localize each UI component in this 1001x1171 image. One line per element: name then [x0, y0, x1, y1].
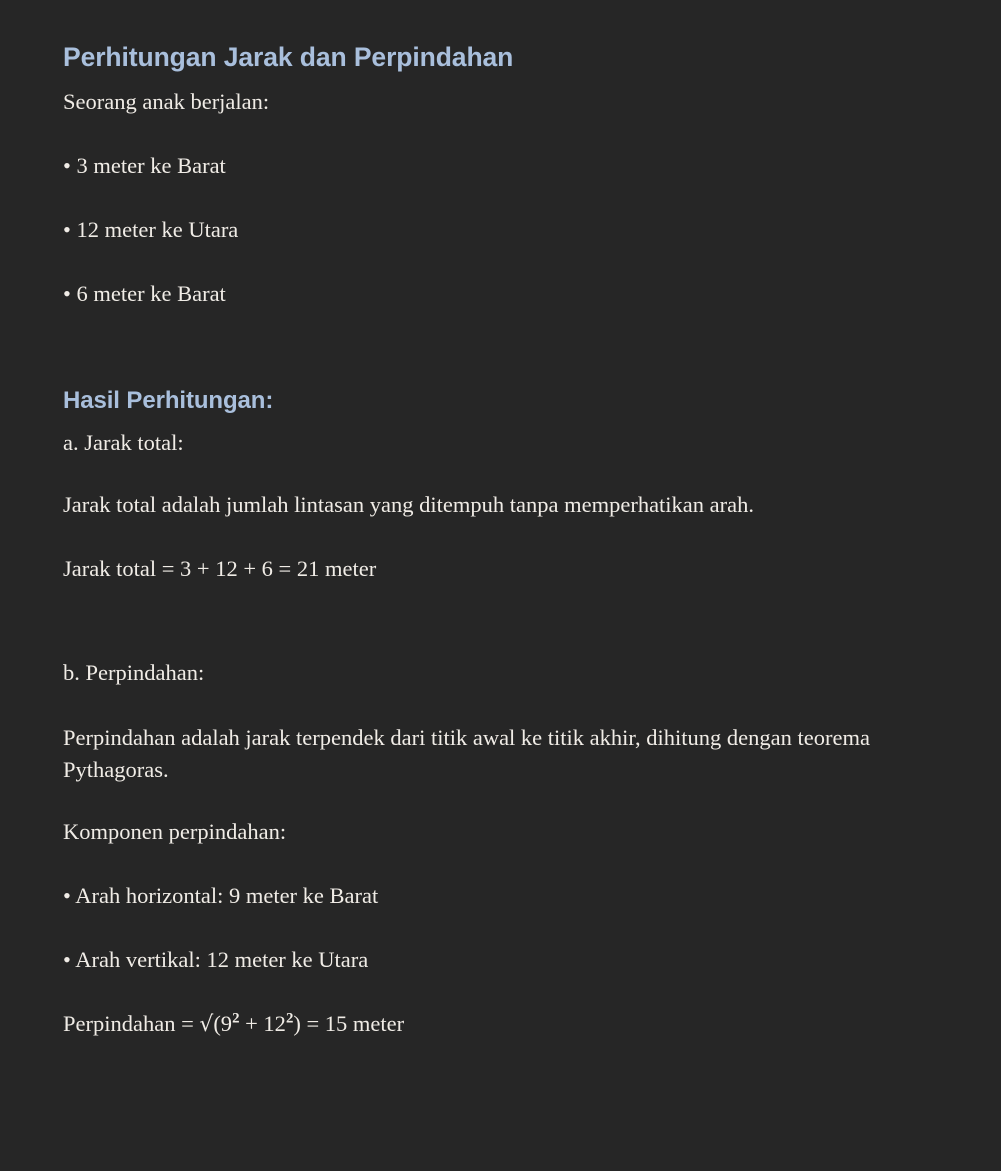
- equation-open: (9: [213, 1010, 233, 1036]
- equation-mid: + 12: [239, 1010, 286, 1036]
- list-item: • 12 meter ke Utara: [63, 217, 239, 243]
- list-item: • 3 meter ke Barat: [63, 153, 226, 179]
- exponent-first: 2: [232, 1010, 240, 1027]
- part-a-definition: Jarak total adalah jumlah lintasan yang ditempuh tanpa memperhatikan arah.: [63, 492, 755, 518]
- section-spacer: [63, 618, 955, 658]
- page-title: Perhitungan Jarak dan Perpindahan: [63, 42, 514, 72]
- part-b-equation: [63, 1009, 955, 1039]
- results-heading: Hasil Perhitungan:: [63, 387, 274, 415]
- part-b-label: b. Perpindahan:: [63, 660, 205, 686]
- equation-close: ) = 15 meter: [293, 1010, 405, 1036]
- list-item: • 6 meter ke Barat: [63, 281, 226, 307]
- list-item: • Arah horizontal: 9 meter ke Barat: [63, 882, 379, 908]
- components-heading: Komponen perpindahan:: [63, 818, 287, 844]
- part-a-equation: Jarak total = 3 + 12 + 6 = 21 meter: [63, 556, 377, 582]
- intro-text: Seorang anak berjalan:: [63, 89, 270, 115]
- part-b-definition: Perpindahan adalah jarak terpendek dari titik awal ke titik akhir, dihitung dengan teorema Pythagoras.: [63, 725, 870, 782]
- part-a-label: a. Jarak total:: [63, 430, 184, 456]
- section-spacer: [63, 343, 955, 385]
- list-item: • Arah vertikal: 12 meter ke Utara: [63, 946, 369, 972]
- exponent-second: 2: [285, 1010, 294, 1027]
- equation-prefix: Perpindahan =: [63, 1010, 200, 1036]
- document-content: [63, 40, 955, 1039]
- radical-icon: √: [199, 1011, 214, 1037]
